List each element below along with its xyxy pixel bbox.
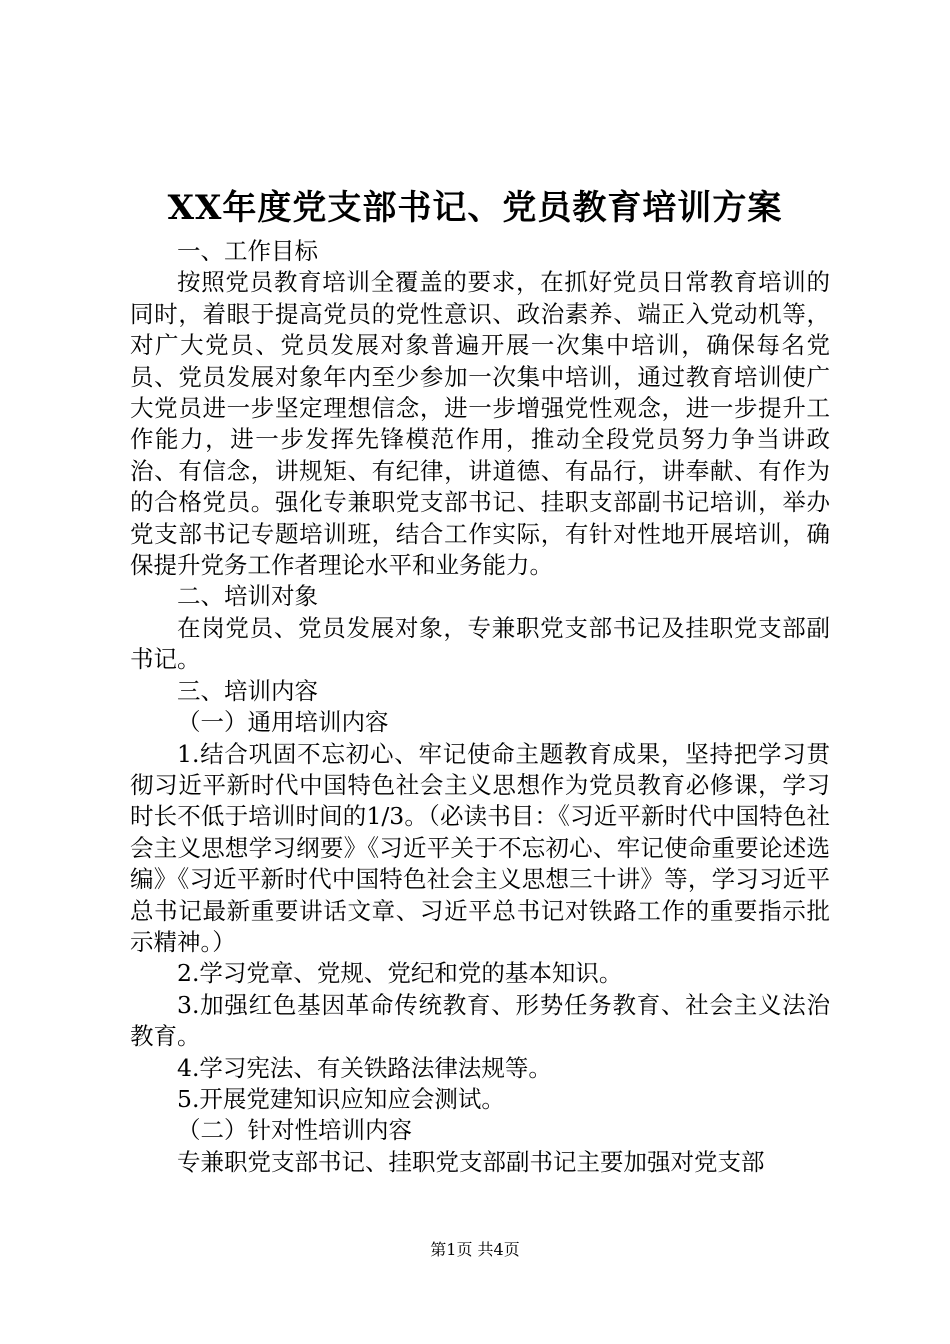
section-heading-goals: 一、工作目标 <box>177 237 318 265</box>
paragraph-goals: 按照党员教育培训全覆盖的要求，在抓好党员日常教育培训的同时，着眼于提高党员的党性意识、政治素养、端正入党动机等，对广大党员、党员发展对象普遍开展一次集中培训，确保每名党员、党员发展对象年内至少参加一次集中培训，通过教育培训使广大党员进一步坚定理想信念，进一步增强党性观念，进一步提升工作能力，进一步发挥先锋模范作用，推动全段党员努力争当讲政治、有信念，讲规矩、有纪律，讲道德、有品行，讲奉献、有作为的合格党员。强化专兼职党支部书记、挂职支部副书记培训，举办党支部书记专题培训班，结合工作实际，有针对性地开展培训，确保提升党务工作者理论水平和业务能力。 <box>130 268 830 580</box>
subheading-targeted-content: （二）针对性培训内容 <box>177 1116 412 1145</box>
section-heading-content: 三、培训内容 <box>177 676 318 705</box>
list-item-2: 2.学习党章、党规、党纪和党的基本知识。 <box>177 959 623 988</box>
paragraph-targeted-content: 专兼职党支部书记、挂职党支部副书记主要加强对党支部 <box>177 1147 765 1176</box>
page-number-footer: 第1页 共4页 <box>430 1240 520 1259</box>
list-item-5: 5.开展党建知识应知应会测试。 <box>177 1084 505 1113</box>
list-item-4: 4.学习宪法、有关铁路法律法规等。 <box>177 1053 552 1082</box>
document-body <box>130 236 830 1178</box>
subheading-general-content: （一）通用培训内容 <box>177 708 389 737</box>
list-item-1: 1.结合巩固不忘初心、牢记使命主题教育成果，坚持把学习贯彻习近平新时代中国特色社会主义思想作为党员教育必修课，学习时长不低于培训时间的1/3。（必读书目：《习近平新时代中国特色社会主义思想学习纲要》《习近平关于不忘初心、牢记使命重要论述选编》《习近平新时代中国特色社会主义思想三十讲》等，学习习近平总书记最新重要讲话文章、习近平总书记对铁路工作的重要指示批示精神。） <box>130 739 830 956</box>
section-heading-targets: 二、培训对象 <box>177 582 318 611</box>
paragraph-targets: 在岗党员、党员发展对象，专兼职党支部书记及挂职党支部副书记。 <box>130 613 830 674</box>
document-title: XX年度党支部书记、党员教育培训方案 <box>167 188 783 228</box>
list-item-3: 3.加强红色基因革命传统教育、形势任务教育、社会主义法治教育。 <box>130 990 830 1051</box>
